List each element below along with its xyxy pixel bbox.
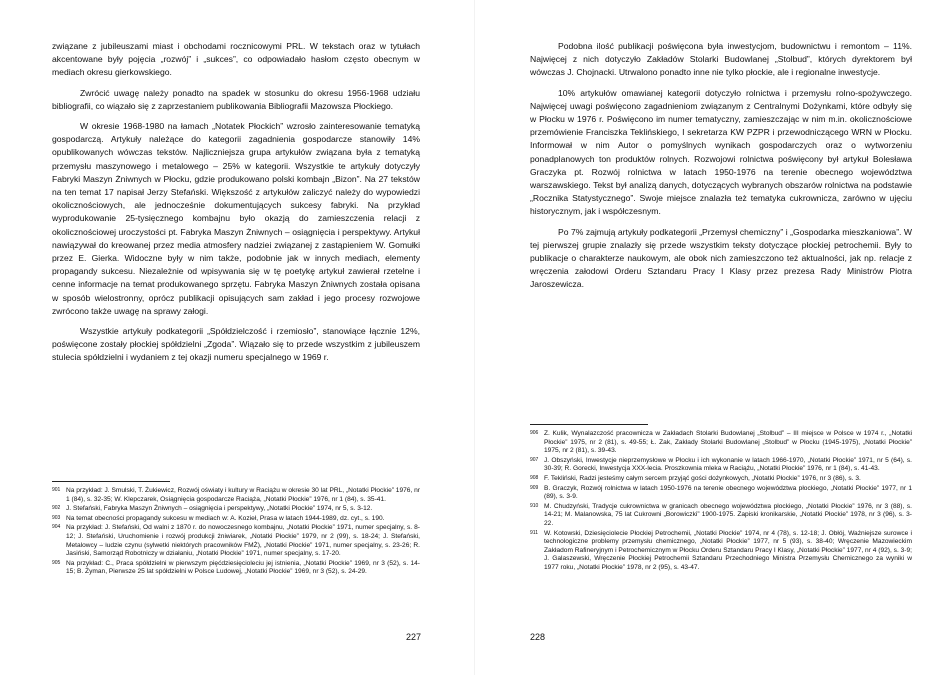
footnote: 906 Z. Kulik, Wynalazczość pracownicza w Zakładach Stolarki Budowlanej „Stolbud” – III miejsce w Polsce w 1974 r., „Notatki Płockie” 1975, nr 2 (81), s. 49-55; Ł. Zak, Zakłady Stolarki Budowlanej „Stolbud” w Płocku (1945-1975), „Notatki Płockie” 1975, nr 2 (81), s. 39-43. xyxy=(530,430,912,455)
right-page-body xyxy=(530,40,912,299)
footnote: 911 W. Kotowski, Dziesięciolecie Płockiej Petrochemii, „Notatki Płockie” 1974, nr 4 (78), s. 12-18; J. Obłój, Ważniejsze surowce i technologiczne problemy przemysłu chemicznego, „Notatki Płockie” 1977, nr 5 (93), s. 38-40; Wręczenie Mazowieckim Zakładom Rafineryjnym i Petrochemicznym w Płocku Orderu Sztandaru Pracy I Klasy, „Notatki Płockie” 1977, nr 4 (92), s. 3-9; J. Galaszewski, Wręczenie Płockiej Petrochemii Sztandaru Przechodniego Ministra Przemysłu Chemicznego za wyniki w 1977 roku, „Notatki Płockie” 1978, nr 2 (95), s. 43-47. xyxy=(530,529,912,571)
left-paragraph-2: Zwrócić uwagę należy ponadto na spadek w stosunku do okresu 1956-1968 udziału bibliografii, co wiązało się z zaprzestaniem publikowania Bibliografii Mazowsza Płockiego. xyxy=(52,87,420,111)
footnote: 904 Na przykład: J. Stefański, Od walni z 1870 r. do nowoczesnego kombajnu, „Notatki Płockie” 1971, numer specjalny, s. 8-12; J. Stefański, Uruchomienie i rozwój produkcji żniwiarek, „Notatki Płockie” 1979, nr 2 (99), s. 18-24; J. Stefański, Metalowcy – ludzie czynu (sylwetki niektórych pracowników FMŻ), „Notatki Płockie” 1971, numer specjalny, s. 23-26; R. Jasiński, Samorząd Robotniczy w działaniu, „Notatki Płockie” 1971, numer specjalny, s. 17-20. xyxy=(52,524,420,558)
footnote: 907 J. Obszyński, Inwestycje nieprzemysłowe w Płocku i ich wykonanie w latach 1966-1970, „Notatki Płockie” 1971, nr 5 (64), s. 30-39; R. Gorecki, Inwestycja XXX-lecia. Proszkownia mleka w Raciążu, „Notatki Płockie” 1976, nr 1 (84), s. 41-43. xyxy=(530,456,912,473)
book-gutter xyxy=(474,0,475,675)
right-paragraph-1: Podobna ilość publikacji poświęcona była inwestycjom, budownictwu i remontom – 11%. Najwięcej z nich dotyczyło Zakładów Stolarki Budowlanej „Stolbud”, których dyrektorem był wówczas J. Chojnacki. Utrwalono ponadto inne nie tylko płockie, ale i regionalne inwestycje. xyxy=(530,41,912,78)
footnote: 910 M. Chudzyński, Tradycje cukrownictwa w granicach obecnego województwa płockiego, „Notatki Płockie” 1976, nr 3 (88), s. 14-21; M. Malanowska, 75 lat Cukrowni „Borowiczki” 1900-1975. Zapiski kronikarskie, „Notatki Płockie” 1978, nr 3 (96), s. 3-22. xyxy=(530,502,912,527)
page-number: 227 xyxy=(406,632,422,642)
footnote: 908 F. Tekliński, Radzi jesteśmy całym sercem przyjąć gości dożynkowych, „Notatki Płockie” 1976, nr 3 (86), s. 3. xyxy=(530,474,861,482)
right-footnotes xyxy=(530,430,912,574)
left-footnotes xyxy=(52,487,420,578)
left-paragraph-3: W okresie 1968-1980 na łamach „Notatek Płockich” wzrosło zainteresowanie tematyką gospodarczą. Artykuły należące do kategorii zagadnienia gospodarcze stanowiły 14% opublikowanych wówczas tekstów. Najliczniejsza grupa artykułów związana była z tematyką przemysłu maszynowego i metalowego – 25% w kategorii. Wszystkie te artykuły dotyczyły Fabryki Maszyn Żniwnych w Płocku, gdzie produkowano polski kombajn „Bizon”. Na 27 tekstów na ten temat 17 napisał Jerzy Stefański. Większość z artykułów zaliczyć należy do wypowiedzi okolicznościowych, ale jednocześnie dokumentujących sukcesy fabryki. Na przykład wyprodukowanie 25-tysięcznego kombajnu było okazją do zamieszczenia relacji z okolicznościowej uroczystości pt. Fabryka Maszyn Żniwnych – osiągnięcia i perspektywy. Artykuł nawiązywał do kreowanej przez media atmosfery nadziei związanej z zastąpieniem W. Gomułki przez E. Gierka. Widoczne były w nim także, podobnie jak w innych mediach, elementy propagandy sukcesu. Niezależnie od wpisywania się w tę poetykę artykuł zawierał rzetelne i cenne informacje na temat produkowanego sprzętu. Fabryka Maszyn Żniwnych została opisana w sposób wielostronny, oprócz publikacji opisujących sam zakład i jego procesy rozwojowe zwrócono także uwagę na sprawy załogi. xyxy=(52,121,420,316)
footnote-separator xyxy=(530,424,648,425)
footnote: 909 B. Graczyk, Rozwój rolnictwa w latach 1950-1976 na terenie obecnego województwa płockiego, „Notatki Płockie” 1977, nr 1 (89), s. 3-9. xyxy=(530,484,912,501)
right-paragraph-3: Po 7% zajmują artykuły podkategorii „Przemysł chemiczny” i „Gospodarka mieszkaniowa”. W tej pierwszej grupie znalazły się przede wszystkim teksty dotyczące płockiej petrochemii. Były to publikacje o charakterze naukowym, ale obok nich zamieszczono też aktualności, jak np. relacje z wręczenia załodowi Orderu Sztandaru Pracy I Klasy przez prezesa Rady Ministrów Piotra Jaroszewicza. xyxy=(530,226,912,290)
right-page xyxy=(530,0,912,675)
left-paragraph-4: Wszystkie artykuły podkategorii „Spółdzielczość i rzemiosło”, stanowiące łącznie 12%, poświęcone zostały płockiej spółdzielni „Zgoda”. Wiązało się to przede wszystkim z jubileuszem stulecia spółdzielni i wydaniem z tej okazji numeru specjalnego w 1969 r. xyxy=(52,326,420,363)
right-paragraph-2: 10% artykułów omawianej kategorii dotyczyło rolnictwa i przemysłu rolno-spożywczego. Najwięcej uwagi poświęcono zagadnieniom związanym z Centralnymi Dożynkami, które odbyły się w Płocku w 1976 r. Poświęcono im numer tematyczny, zamieszczając w nim m.in. okolicznościowe przemówienie Franciszka Teklińskiego, I sekretarza KW PZPR i przewodniczącego WRN w Płocku. Informował w nim Autor o pomyślnych wynikach gospodarczych oraz o wytworzeniu ponadplanowych ton produktów rolnych. Rozwojowi rolnictwa poświęcony był artykuł Bolesława Graczyka pt. Rozwój rolnictwa w latach 1950-1976 na terenie obecnego województwa warszawskiego. Tekst był analizą danych, dotyczących wybranych obszarów rolnictwa na podstawie „Rocznika Statystycznego”. Swoje miejsce znalazła też tematyka cukrownicza, zarówno w ujęciu historycznym, jak i współczesnym. xyxy=(530,87,912,217)
footnote: 905 Na przykład: C., Praca spółdzielni w pierwszym pięćdziesięcioleciu jej istnienia, „Notatki Płockie” 1969, nr 3 (52), s. 14-15; B. Żyman, Pierwsze 25 lat spółdzielni w Polsce Ludowej, „Notatki Płockie” 1969, nr 3 (52), s. 24-29. xyxy=(52,559,420,576)
footnote: 901 Na przykład: J. Smulski, T. Żukiewicz, Rozwój oświaty i kultury w Raciążu w okresie 30 lat PRL, „Notatki Płockie” 1976, nr 1 (84), s. 32-35; W. Klepczarek, Osiągnięcia gospodarcze Raciąża, „Notatki Płockie” 1976, nr 1 (84), s. 35-41. xyxy=(52,487,420,503)
footnote: 902 J. Stefański, Fabryka Maszyn Żniwnych – osiągnięcia i perspektywy, „Notatki Płockie” 1974, nr 5, s. 3-12. xyxy=(52,505,373,513)
left-paragraph-1: związane z jubileuszami miast i obchodami rocznicowymi PRL. W tekstach oraz w tytułach akcentowane były pojęcia „rozwój” i „sukces”, co odpowiadało hasłom często obecnym w mediach okresu gierkowskiego. xyxy=(52,41,420,78)
page-number: 228 xyxy=(530,632,546,642)
left-page xyxy=(52,0,420,675)
footnote: 903 Na temat obecności propagandy sukcesu w mediach w: A. Kozieł, Prasa w latach 1944-1989, dz. cyt., s. 190. xyxy=(52,514,385,522)
footnote-separator xyxy=(52,481,170,482)
left-page-body xyxy=(52,40,420,372)
